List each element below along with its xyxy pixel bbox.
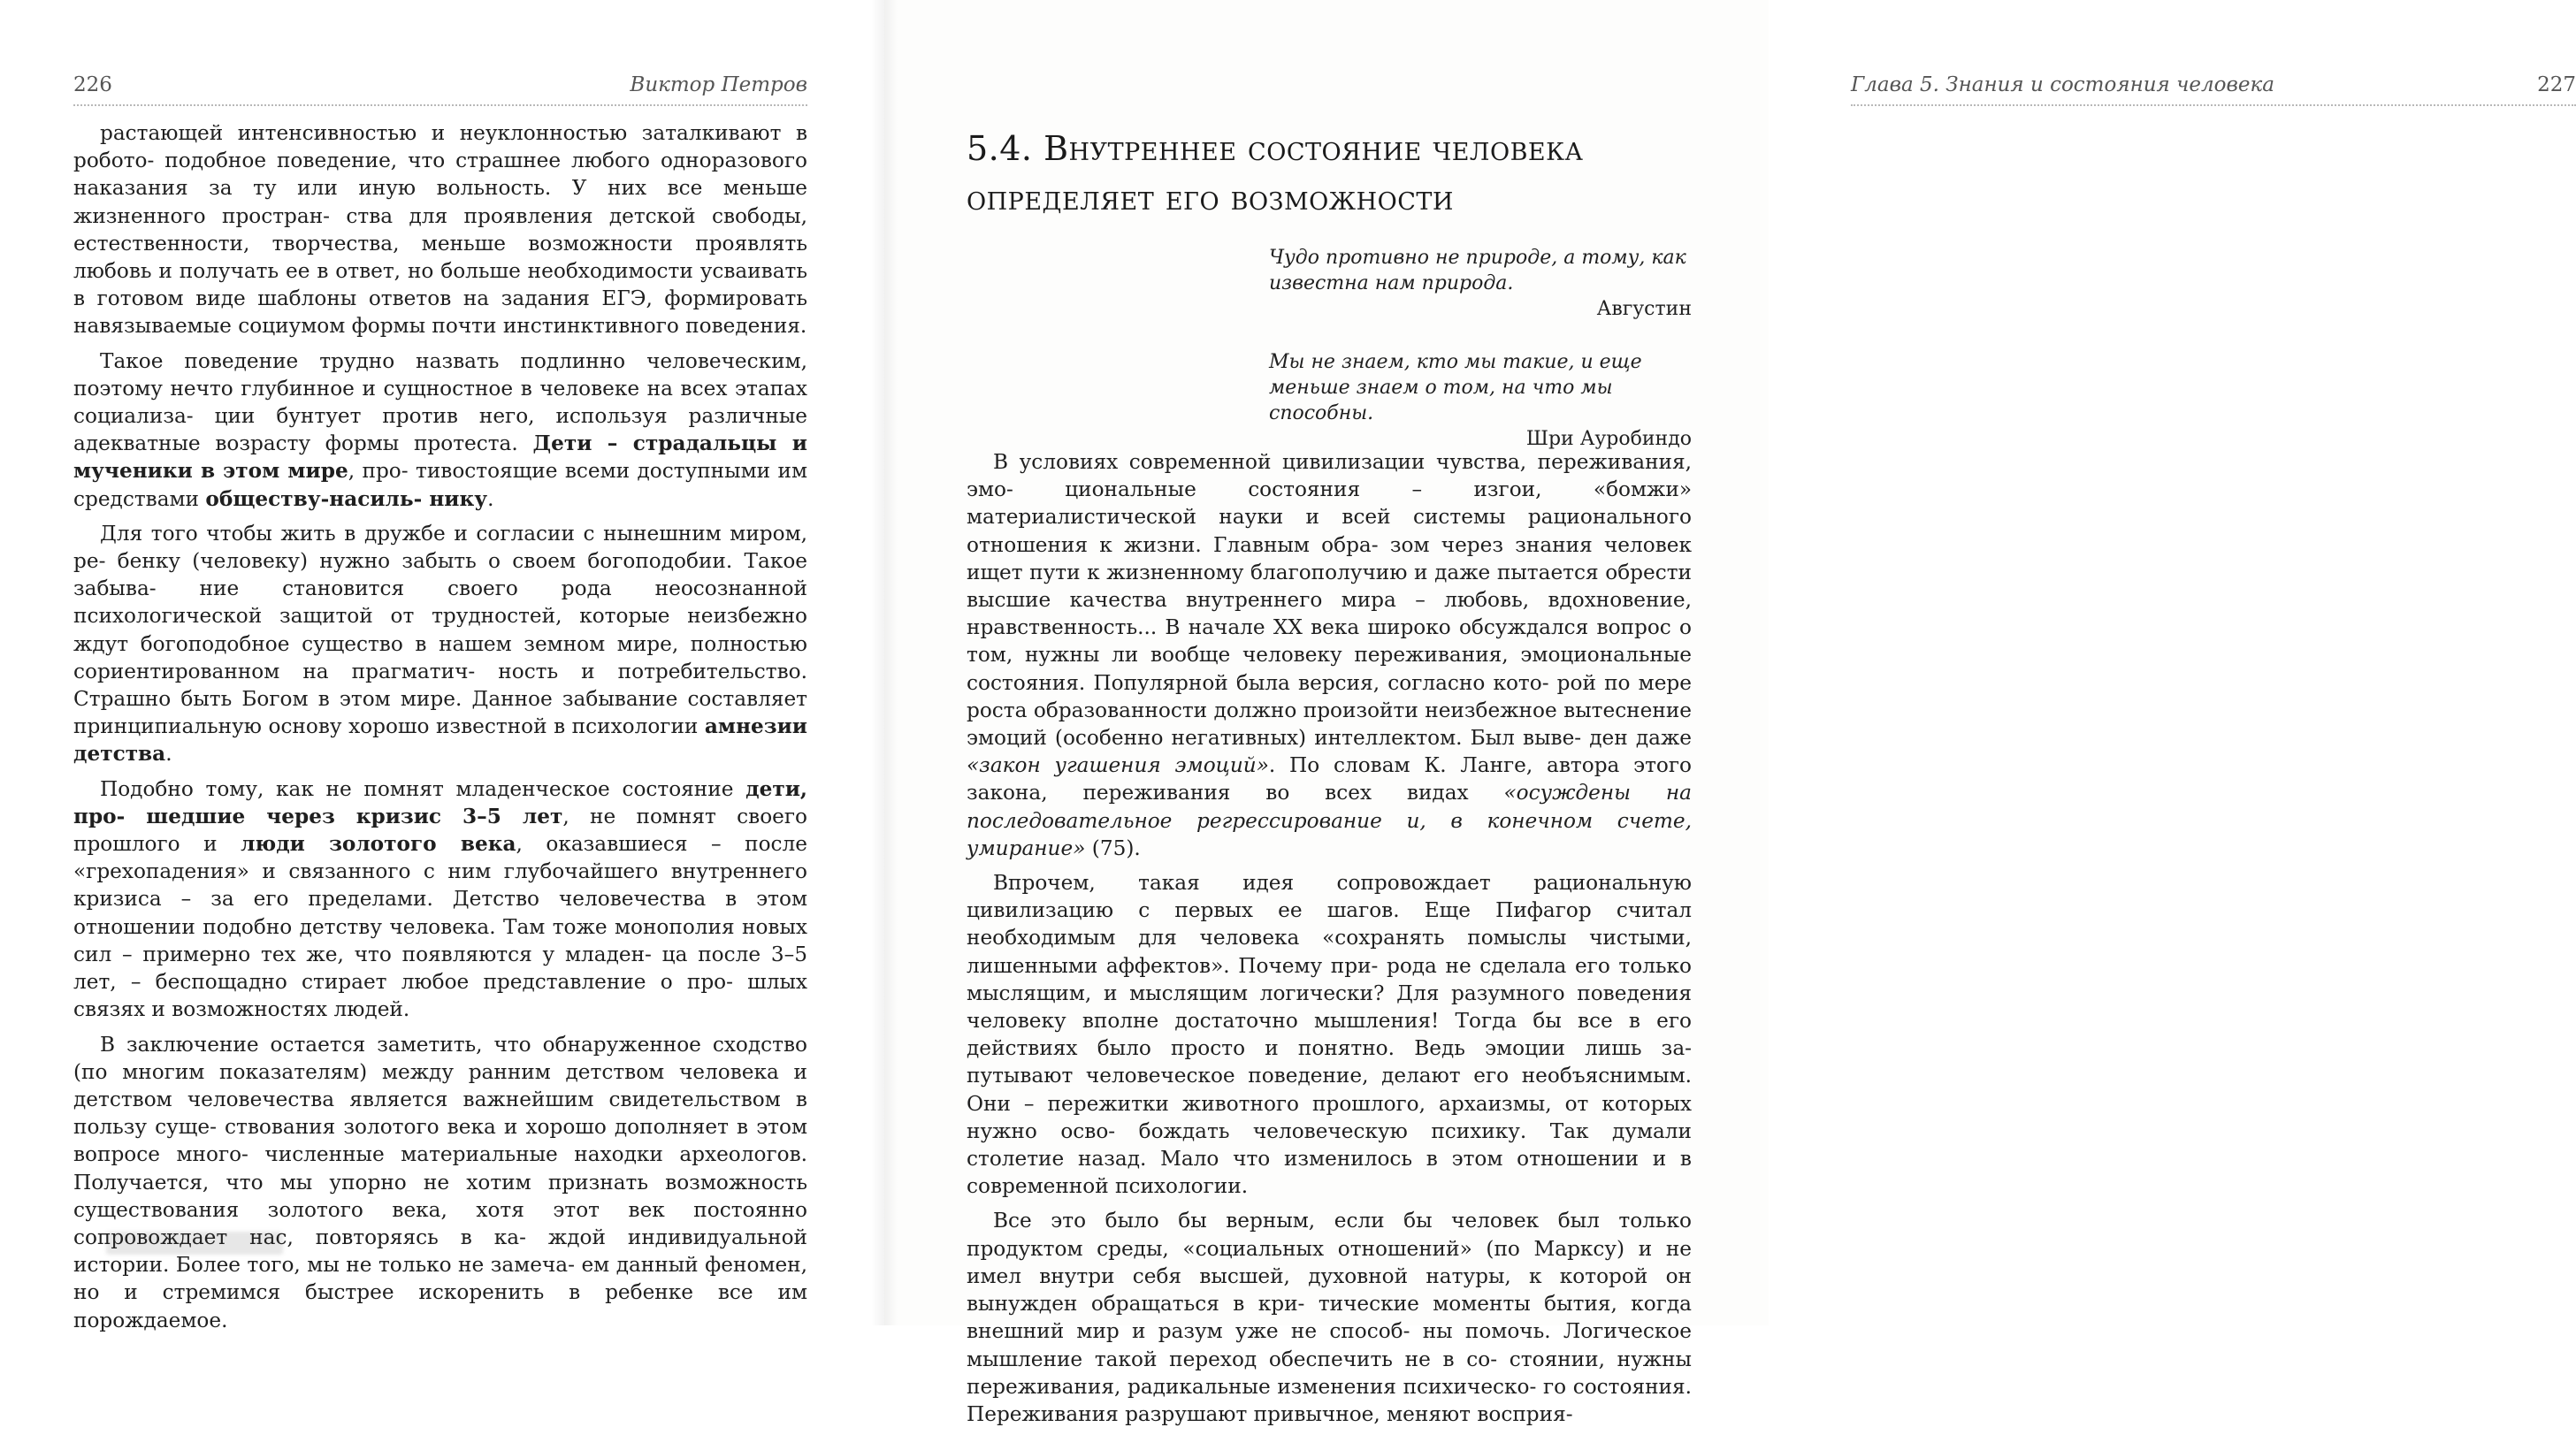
- right-running-head: [1851, 69, 2576, 106]
- epigraph-text: Мы не знаем, кто мы такие, и еще меньше знаем о том, на что мы способны.: [1269, 351, 1642, 424]
- epigraph: [1269, 245, 1692, 322]
- text-run: растающей интенсивностью и неуклонностью заталкивают в робото- подобное поведение, что страшнее любого одноразового наказания за ту или иную вольность. У них все меньше жизненного простран- ства для проявления детской свободы, естественности, творчества, меньше возможности проявлять любовь и получать ее в ответ, но больше необходимости усваивать в готовом виде шаблоны ответов на задания ЕГЭ, формировать навязываемые социумом формы почти инстинктивного поведения.: [73, 121, 807, 339]
- paragraph: [73, 119, 807, 340]
- left-body-text: [73, 119, 807, 1341]
- left-page: [0, 0, 884, 1332]
- bold-text: обществу-насиль- нику: [205, 486, 488, 511]
- text-run: , оказавшиеся – после «грехопадения» и связанного с ним глубочайшего внутреннего кризиса – за его пределами. Детство человечества в этом отношении подобно детству человека. Там тоже монополия новых сил – примерно тех же, что появляются у младен- ца после 3–5 лет, – беспощадно стирает любое представление о про- шлых связях и возможностях людей.: [73, 832, 807, 1022]
- italic-text: «закон угашения эмоций»: [967, 753, 1269, 778]
- left-running-head: [73, 69, 807, 106]
- italic-text: «осуждены на последовательное регрессирование и, в конечном счете, умирание»: [967, 781, 1692, 860]
- text-run: Впрочем, такая идея сопровождает рациональную цивилизацию с первых ее шагов. Еще Пифагор считал необходимым для человека «сохранять помыслы чистыми, лишенными аффектов». Почему при- рода не сделала его только мыслящим, и мыслящим логически? Для разумного поведения человеку вполне достаточно мышления! Тогда бы все в его действиях было просто и понятно. Ведь эмоции лишь за- путывают человеческое поведение, делают его необъяснимым. Они – пережитки животного прошлого, архаизмы, от которых нужно осво- бождать человеческую психику. Так думали столетие назад. Мало что изменилось в этом отношении и в современной психологии.: [967, 871, 1692, 1199]
- paragraph: [73, 520, 807, 768]
- text-run: В условиях современной цивилизации чувства, переживания, эмо- циональные состояния – изгои, «бомжи» материалистической науки и всей системы рационального отношения к жизни. Главным обра- зом через знания человек ищет пути к жизненному благополучию и даже пытается обрести высшие качества внутреннего мира – любовь, вдохновение, нравственность... В начале XX века широко обсуждался вопрос о том, нужны ли вообще человеку переживания, эмоциональные состояния. Популярной была версия, согласно кото- рой по мере роста образованности должно произойти неизбежное вытеснение эмоций (особенно негативных) интеллектом. Был выве- ден даже: [967, 450, 1692, 751]
- book-gutter: [871, 0, 898, 1325]
- paragraph: [967, 1207, 1692, 1428]
- paragraph: [73, 347, 807, 513]
- right-body-text: [967, 448, 1692, 1435]
- paragraph: [73, 775, 807, 1024]
- bold-text: дети, про- шедшие через кризис 3–5 лет: [73, 776, 807, 828]
- paragraph: [967, 448, 1692, 862]
- chapter-title: Глава 5. Знания и состояния человека: [1851, 73, 2274, 96]
- page-number: 226: [73, 73, 112, 96]
- text-run: Такое поведение трудно назвать подлинно человеческим, поэтому нечто глубинное и сущностное в человеке на всех этапах социализа- ции бунтует против него, используя различные адекватные возрасту формы протеста.: [73, 348, 807, 456]
- paragraph: [73, 1031, 807, 1334]
- paragraph: [967, 869, 1692, 1200]
- page-number: 227: [2537, 73, 2576, 96]
- bold-text: Дети – страдальцы и мученики в этом мире: [73, 431, 808, 484]
- text-run: , не помнят своего прошлого и: [73, 804, 807, 857]
- text-run: .: [487, 486, 494, 511]
- text-run: . По словам К. Ланге, автора этого закона, переживания во всех видах: [967, 753, 1692, 805]
- text-run: Все это было бы верным, если бы человек был только продуктом среды, «социальных отношений» (по Марксу) и не имел внутри себя высшей, духовной натуры, к которой он вынужден обращаться в кри- тические моменты бытия, когда внешний мир и разум уже не способ- ны помочь. Логическое мышление такой переход обеспечить не в со- стоянии, нужны переживания, радикальные изменения психическо- го состояния. Переживания разрушают привычное, меняют восприя-: [967, 1209, 1692, 1426]
- epigraph: [1269, 349, 1692, 452]
- section-title: 5.4. Внутреннее состояние человека определяет его возможности: [967, 129, 1584, 218]
- bold-text: люди золотого века: [241, 832, 516, 857]
- text-run: .: [165, 742, 172, 767]
- text-run: (75).: [1085, 836, 1141, 860]
- text-run: В заключение остается заметить, что обнаруженное сходство (по многим показателям) между ранним детством человека и детством человечества является важнейшим свидетельством в пользу суще- ствования золотого века и хорошо дополняет в этом вопросе много- численные материальные находки археологов. Получается, что мы упорно не хотим признать возможность существования золотого века, хотя этот век постоянно сопровождает нас, повторяясь в ка- ждой индивидуальной истории. Более того, мы не только не замеча- ем данный феномен, но и стремимся быстрее искоренить в ребенке все им порождаемое.: [73, 1032, 807, 1332]
- text-run: Для того чтобы жить в дружбе и согласии с нынешним миром, ре- бенку (человеку) нужно забыть о своем богоподобии. Такое забыва- ние становится своего рода неосознанной психологической защитой от трудностей, которые неизбежно ждут богоподобное существо в нашем земном мире, полностью сориентированном на прагматич- ность и потребительство. Страшно быть Богом в этом мире. Данное забывание составляет принципиальную основу хорошо известной в психологии: [73, 521, 807, 739]
- bold-text: амнезии детства: [73, 714, 807, 767]
- epigraph-author: Августин: [1596, 298, 1692, 320]
- bleed-through-smudge: [106, 1232, 283, 1255]
- text-run: , про- тивостоящие всеми доступными им средствами: [73, 459, 807, 511]
- text-run: Подобно тому, как не помнят младенческое состояние: [100, 776, 746, 801]
- epigraph-text: Чудо противно не природе, а тому, как известна нам природа.: [1269, 247, 1686, 294]
- author-name: Виктор Петров: [630, 73, 807, 96]
- epigraph-author: Шри Ауробиндо: [1525, 428, 1692, 450]
